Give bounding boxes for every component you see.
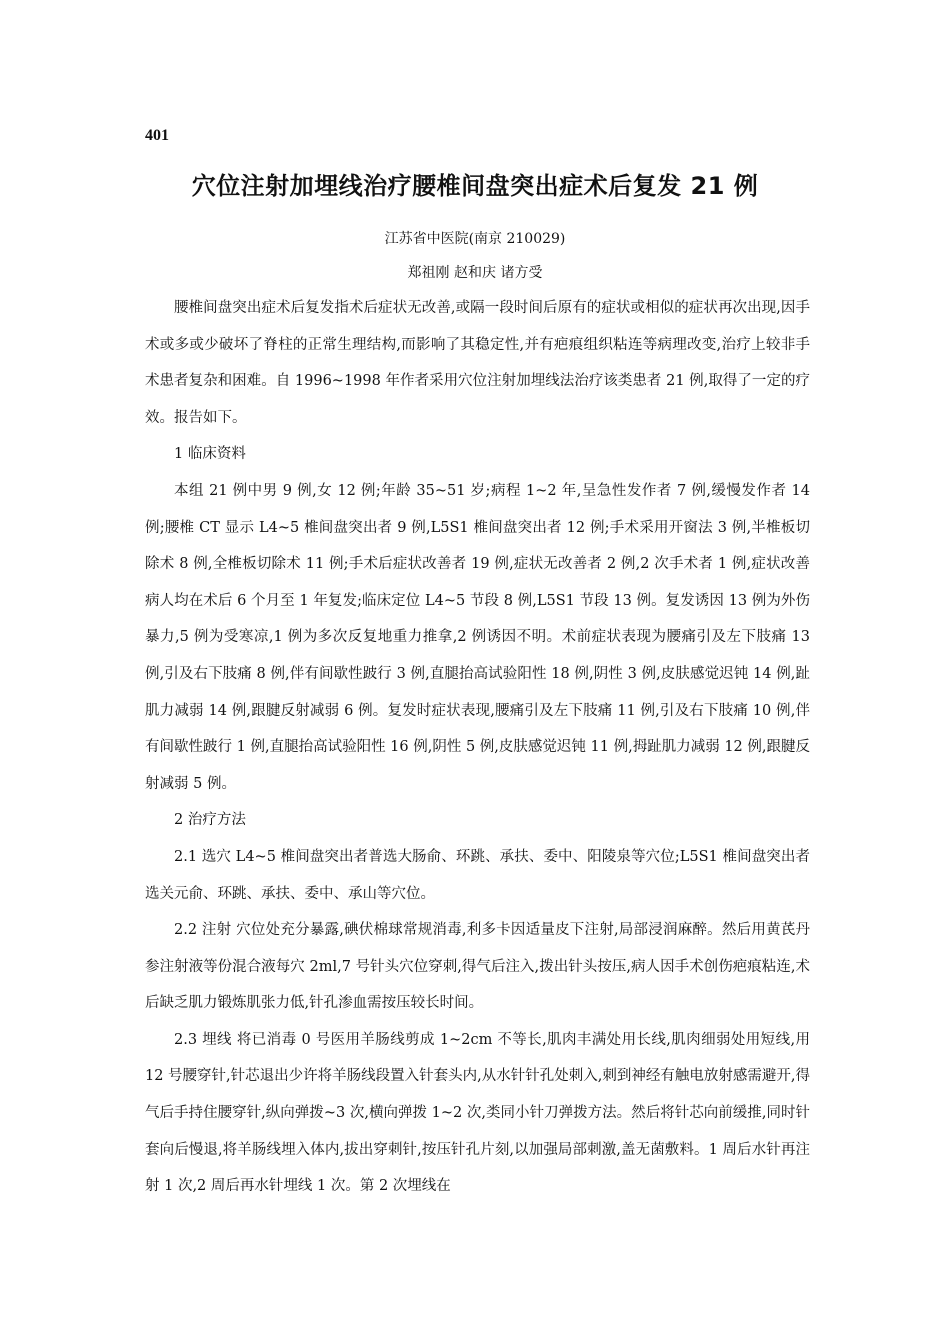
paragraph-intro: 腰椎间盘突出症术后复发指术后症状无改善,或隔一段时间后原有的症状或相似的症状再次出现,因手术或多或少破坏了脊柱的正常生理结构,而影响了其稳定性,并有疤痕组织粘连等病理改变,治疗上较非手术患者复杂和困难。自 1996~1998 年作者采用穴位注射加埋线法治疗该类患者 21 例,取得了一定的疗效。报告如下。 (145, 300, 810, 426)
article-title: 穴位注射加埋线治疗腰椎间盘突出症术后复发 21 例 (191, 172, 759, 200)
paragraph-acupoint-selection: 2.1 选穴 L4~5 椎间盘突出者普选大肠俞、环跳、承扶、委中、阳陵泉等穴位;L5S1 椎间盘突出者选关元俞、环跳、承扶、委中、承山等穴位。 (145, 848, 810, 902)
author-affiliation: 江苏省中医院(南京 210029) (384, 231, 566, 247)
paragraph-clinical-data: 本组 21 例中男 9 例,女 12 例;年龄 35~51 岁;病程 1~2 年,呈急性发作者 7 例,缓慢发作者 14 例;腰椎 CT 显示 L4~5 椎间盘突出者 9 例,L5S1 椎间盘突出者 12 例;手术采用开窗法 3 例,半椎板切除术 8 例,全椎板切除术 11 例;手术后症状改善者 19 例,症状无改善者 2 例,2 次手术者 1 例,症状改善病人均在术后 6 个月至 1 年复发;临床定位 L4~5 节段 8 例,L5S1 节段 13 例。复发诱因 13 例为外伤暴力,5 例为受寒凉,1 例为多次反复地重力推拿,2 例诱因不明。术前症状表现为腰痛引及左下肢痛 13 例,引及右下肢痛 8 例,伴有间歇性跛行 3 例,直腿抬高试验阳性 18 例,阴性 3 例,皮肤感觉迟钝 14 例,趾肌力减弱 14 例,跟腱反射减弱 6 例。复发时症状表现,腰痛引及左下肢痛 11 例,引及右下肢痛 10 例,伴有间歇性跛行 1 例,直腿抬高试验阳性 16 例,阴性 5 例,皮肤感觉迟钝 11 例,拇趾肌力减弱 12 例,跟腱反射减弱 5 例。 (145, 482, 810, 792)
section-heading-treatment: 2 治疗方法 (174, 812, 246, 829)
section-heading-clinical-data: 1 临床资料 (174, 446, 246, 463)
author-names: 郑祖刚 赵和庆 诸方受 (407, 265, 543, 281)
paragraph-catgut-embedding: 2.3 埋线 将已消毒 0 号医用羊肠线剪成 1~2cm 不等长,肌肉丰满处用长线,肌肉细弱处用短线,用 12 号腰穿针,针芯退出少许将羊肠线段置入针套头内,从水针针孔处刺入,刺到神经有触电放射感需避开,得气后手持住腰穿针,纵向弹拨~3 次,横向弹拨 1~2 次,类同小针刀弹拨方法。然后将针芯向前缓推,同时针套向后慢退,将羊肠线埋入体内,拔出穿刺针,按压针孔片刻,以加强局部刺激,盖无菌敷料。1 周后水针再注射 1 次,2 周后再水针埋线 1 次。第 2 次埋线在 (145, 1031, 810, 1195)
page-number: 401 (145, 127, 169, 144)
article-body (145, 290, 810, 1205)
paragraph-injection: 2.2 注射 穴位处充分暴露,碘伏棉球常规消毒,利多卡因适量皮下注射,局部浸润麻醉。然后用黄芪丹参注射液等份混合液每穴 2ml,7 号针头穴位穿刺,得气后注入,拨出针头按压,病人因手术创伤疤痕粘连,术后缺乏肌力锻炼肌张力低,针孔渗血需按压较长时间。 (145, 922, 810, 1012)
